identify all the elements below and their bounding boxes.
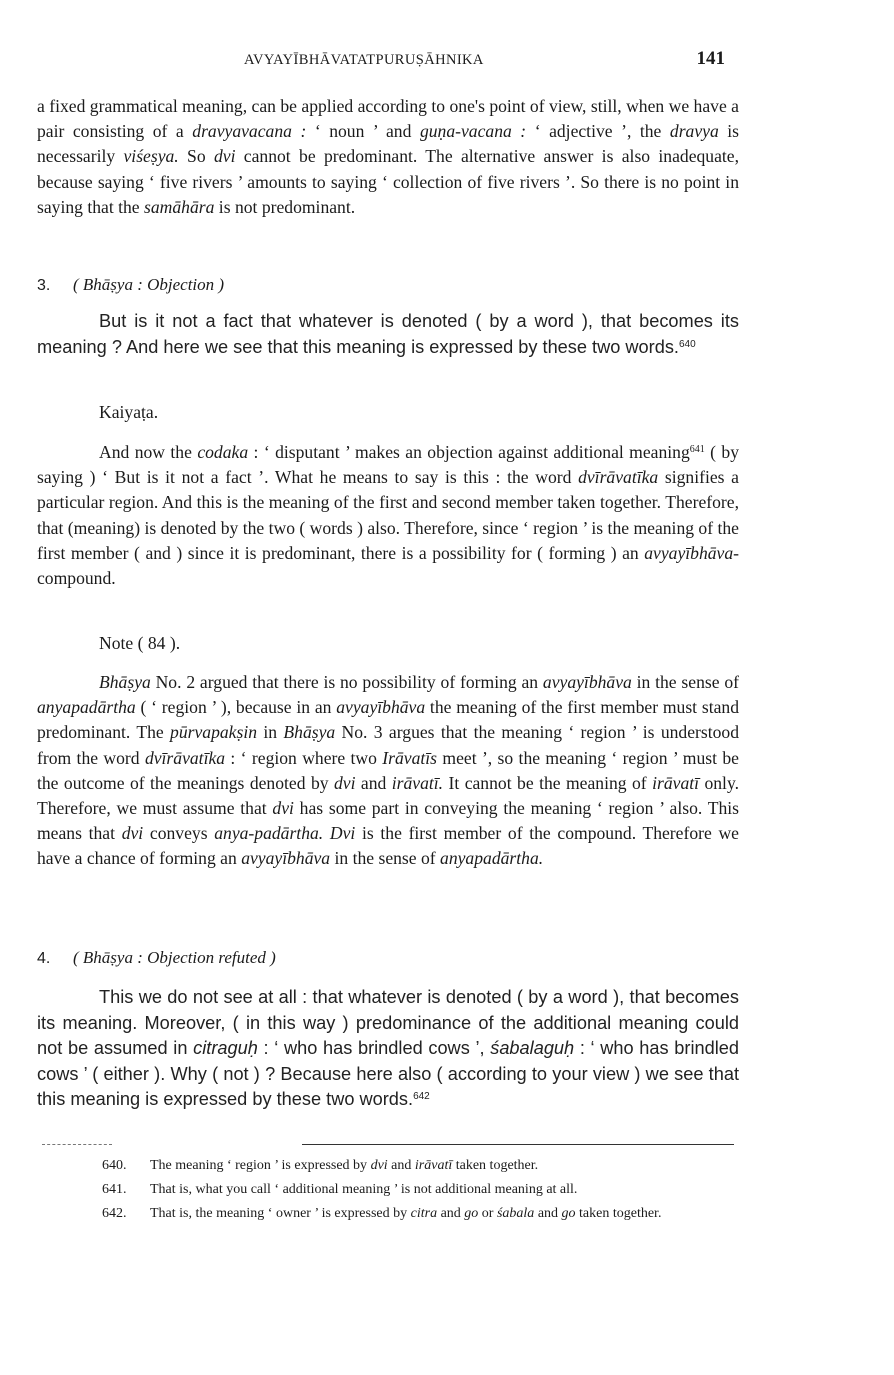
text-run: is necessarily [37,121,740,167]
footnote-640 [37,1154,739,1178]
italic-term: go [561,1206,576,1221]
text-run: conveys [143,823,215,844]
footnote-number: 641. [102,1182,127,1197]
text-run: in the sense of [330,848,441,869]
footnotes [37,1154,739,1226]
italic-term: guṇa-vacana : [419,121,527,142]
text-run: in the sense of [631,672,739,692]
italic-term: dvi [333,772,356,793]
text-run: and [437,1206,465,1221]
section-4-bhashya-text [37,985,739,1113]
section-3-bhashya-text [37,309,739,360]
text-run: taken together. [452,1158,539,1173]
italic-term: avyayībhāva [336,697,426,718]
note-label: Note ( 84 ). [99,633,181,653]
italic-term: avyayībhāva [542,672,632,692]
text-run: : ‘ region where two [225,747,383,768]
italic-term: dvi [121,823,144,844]
intro-paragraph [37,94,739,220]
footnote-divider [302,1144,734,1145]
section-3-title: ( Bhāṣya : Objection ) [73,275,225,294]
footnote-text [150,1206,661,1221]
footnote-text [150,1182,577,1197]
section-4-number: 4. [37,950,51,967]
italic-term: śabalaguḥ [490,1038,575,1058]
text-run: No. 3 argues that the meaning ‘ region ’ is understood from the word [37,722,739,768]
text-run: : ‘ who has brindled cows ’ ( either ). Why ( not ) ? Because here also ( according to your view ) we see that this meaning is expressed by these two words. [37,1038,739,1109]
italic-term: Dvi [329,823,356,844]
page-number: 141 [696,48,725,69]
footnote-641 [37,1178,739,1202]
text-run: has some part in conveying the meaning ‘ region ’ also. This means that [37,798,739,844]
footnote-ref: 641 [689,444,705,455]
kaiyata-label: Kaiyaṭa. [99,402,159,422]
text-run: is not predominant. [214,196,356,217]
italic-term: anyapadārtha [37,697,136,718]
italic-term: anya-padārtha. [214,823,324,844]
running-head [37,48,739,72]
italic-term: avyayībhāva [644,542,734,563]
italic-term: samāhāra [144,196,215,217]
text-run: signifies a particular region. And this is the meaning of the first and second member taken together. Therefore, that (meaning) is denoted by the two ( words ) also. Therefore, since ‘ region ’ is the meaning of the first member ( and ) since it is predominant, there is a possibility for ( forming ) an [37,467,739,563]
text-run: ( ‘ region ’ ), because in an [135,697,337,718]
italic-term: dvīrāvatīka [578,467,659,488]
italic-term: irāvatī [652,772,700,793]
kaiyata-paragraph [37,440,739,591]
text-run: That is, the meaning ‘ owner ’ is expressed by [150,1206,411,1221]
footnote-divider-left [42,1144,112,1145]
text-run: cannot be predominant. The alternative answer is also inadequate, because saying ‘ five rivers ’ amounts to saying ‘ collection of five rivers ’. So there is no point in saying that the [37,146,740,217]
text-run: meet ’, so the meaning ‘ region ’ must be the outcome of the meanings denoted by [37,747,739,793]
section-3-heading [37,275,224,295]
italic-term: avyayībhāva [241,848,331,869]
text-run: That is, what you call ‘ additional meaning ’ is not additional meaning at all. [150,1182,578,1197]
italic-term: citra [410,1206,438,1221]
text-run: ( by saying ) ‘ But is it not a fact ’. What he means to say is this : the word [37,442,740,488]
text-run: a fixed grammatical meaning, can be applied according to one's point of view, still, when we have a pair consisting of a [37,96,739,142]
footnote-ref-640: 640 [678,338,696,350]
text-run: : ‘ disputant ’ makes an objection against additional meaning [248,442,690,462]
italic-term: go [464,1206,479,1221]
text-run: taken together. [575,1206,662,1221]
text-run: and [387,1158,415,1173]
text-run: or [478,1206,497,1221]
text-run: This we do not see at all : that whatever is denoted ( by a word ), that becomes its meaning. Moreover, ( in this way ) predominance of the additional meaning could not be assumed in [37,987,739,1058]
note-paragraph [37,670,739,872]
text-run: in [257,722,284,743]
italic-term: dravyavacana : [192,121,307,142]
italic-term: dvi [370,1158,388,1173]
text-run: only. Therefore, we must assume that [37,772,739,819]
text-run: and [355,772,392,793]
text-run: So [178,146,214,167]
footnote-number: 640. [102,1158,127,1173]
section-4-title: ( Bhāṣya : Objection refuted ) [73,948,276,967]
italic-term: dvi [272,798,294,819]
section-3-bhashya-body: But is it not a fact that whatever is denoted ( by a word ), that becomes its meaning ? And here we see that this meaning is expressed by these two words. [37,311,739,357]
text-run: -compound. [37,542,739,589]
footnote-ref: 642 [413,1091,430,1102]
footnote-text [150,1158,538,1173]
section-4-heading [37,948,276,968]
italic-term: dvi [213,146,236,167]
italic-term: Bhāṣya [283,722,336,743]
section-3-number: 3. [37,277,51,294]
text-run: It cannot be the meaning of [443,772,653,793]
text-run: the meaning of the first member must stand predominant. The [37,697,739,743]
italic-term: codaka [197,442,249,462]
text-run: ‘ adjective ’, the [526,121,670,142]
italic-term: dravya [669,121,719,142]
text-run: The meaning ‘ region ’ is expressed by [150,1158,371,1173]
text-run: and [534,1206,562,1221]
italic-term: dvīrāvatīka [144,747,226,768]
text-run: And now the [99,442,198,462]
italic-term: anyapadārtha. [440,848,544,869]
italic-term: viśeṣya. [123,146,179,167]
footnote-642 [37,1202,739,1226]
text-run: : ‘ who has brindled cows ’, [257,1038,491,1058]
footnote-number: 642. [102,1206,127,1221]
text-run: is the first member of the compound. Therefore we have a chance of forming an [37,823,739,869]
italic-term: Irāvatīs [382,747,438,768]
italic-term: irāvatī [414,1158,453,1173]
italic-term: Bhāṣya [99,672,151,692]
text-run: No. 2 argued that there is no possibility of forming an [150,672,543,692]
italic-term: irāvatī. [391,772,444,793]
italic-term: citraguḥ [193,1038,258,1058]
text-run: ‘ noun ’ and [306,121,420,142]
italic-term: śabala [496,1206,535,1221]
running-head-title: AVYAYĪBHĀVATATPURUṢĀHNIKA [244,52,484,68]
text-run [323,823,330,843]
italic-term: pūrvapakṣin [170,722,258,743]
